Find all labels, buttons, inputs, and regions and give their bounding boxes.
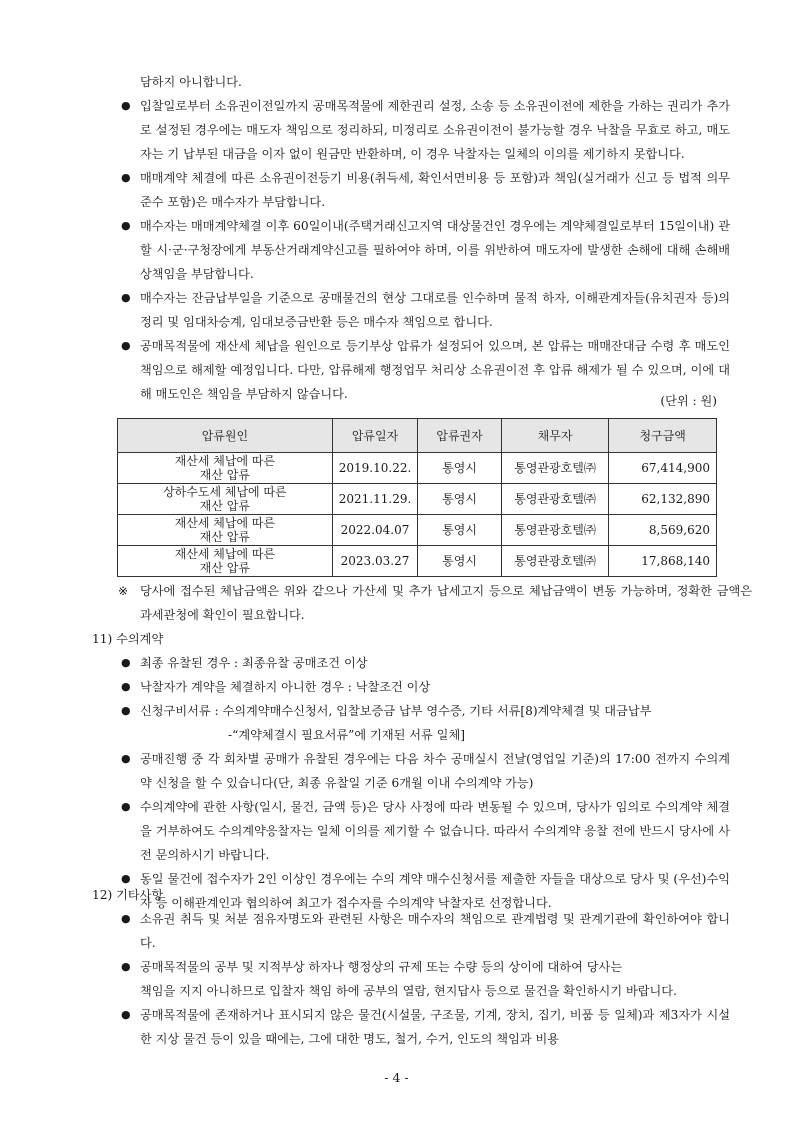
- bullet-icon: ●: [121, 960, 131, 973]
- header-holder: 압류권자: [418, 419, 502, 453]
- cell-debtor: 통영관광호텔㈜: [501, 484, 608, 515]
- bullet-icon: ●: [121, 872, 131, 885]
- list-item: ● 공매목적물에 재산세 체납을 원인으로 등기부상 압류가 설정되어 있으며, 본 압류는 매매잔대금 수령 후 매도인 책임으로 해제할 예정입니다. 다만, 압류해제 행정업무 처리상 소유권이전 후 압류 해제가 될 수 있으며, 이에 대해 매도인은 책임을 부담하지 않습니다.: [118, 334, 730, 406]
- bullet-icon: ●: [121, 752, 131, 765]
- bullet-icon: ●: [121, 656, 131, 669]
- cell-debtor: 통영관광호텔㈜: [501, 546, 608, 577]
- list-item: ● 신청구비서류 : 수의계약매수신청서, 입찰보증금 납부 영수증, 기타 서류[8)계약체결 및 대금납부 -“계약체결시 필요서류”에 기재된 서류 일체]: [118, 699, 730, 747]
- list-item: ● 매매계약 체결에 따른 소유권이전등기 비용(취득세, 확인서면비용 등 포함)과 책임(실거래가 신고 등 법적 의무 준수 포함)은 매수자가 부담합니다.: [118, 166, 730, 214]
- list-item: ● 공매목적물에 존재하거나 표시되지 않은 물건(시설물, 구조물, 기계, 장치, 집기, 비품 등 일체)과 제3자가 시설한 지상 물건 등이 있을 때에는, 그에 대한 명도, 철거, 수거, 인도의 책임과 비용: [118, 1003, 730, 1051]
- list-item: ● 수의계약에 관한 사항(일시, 물건, 금액 등)은 당사 사정에 따라 변동될 수 있으며, 당사가 임의로 수의계약 체결을 거부하여도 수의계약응찰자는 일체 이의를 제기할 수 없습니다. 따라서 수의계약 응찰 전에 반드시 당사에 사전 문의하시기 바랍니다.: [118, 795, 730, 867]
- section-title-other-matters: 12) 기타사항: [92, 888, 164, 902]
- cell-holder: 통영시: [418, 453, 502, 484]
- cell-amount: 62,132,890: [609, 484, 717, 515]
- cell-date: 2022.04.07: [332, 515, 418, 546]
- bullet-icon: ●: [121, 219, 131, 232]
- bullet-icon: ●: [121, 171, 131, 184]
- list-item: ● 소유권 취득 및 처분 점유자명도와 관련된 사항은 매수자의 책임으로 관계법령 및 관계기관에 확인하여야 합니다.: [118, 907, 730, 955]
- list-item: ● 공매진행 중 각 회차별 공매가 유찰된 경우에는 다음 차수 공매실시 전날(영업일 기준)의 17:00 전까지 수의계약 신청을 할 수 있습니다(단, 최종 유찰일 기준 6개월 이내 수의계약 가능): [118, 747, 730, 795]
- cell-holder: 통영시: [418, 546, 502, 577]
- table-row: [118, 453, 717, 484]
- header-amount: 청구금액: [609, 419, 717, 453]
- header-cause: 압류원인: [118, 419, 333, 453]
- cell-cause: 재산세 체납에 따른 재산 압류: [118, 546, 333, 577]
- list-item: ● 낙찰자가 계약을 체결하지 아니한 경우 : 낙찰조건 이상: [118, 675, 730, 699]
- cell-holder: 통영시: [418, 484, 502, 515]
- private-contract-list: [118, 651, 730, 915]
- bullet-icon: ●: [121, 339, 131, 352]
- list-item: ● 동일 물건에 접수자가 2인 이상인 경우에는 수의 계약 매수신청서를 제출한 자들을 대상으로 당사 및 (우선)수익자 등 이해관계인과 협의하여 최고가 접수자를 수의계약 낙찰자로 선정합니다.: [118, 867, 730, 915]
- header-debtor: 채무자: [501, 419, 608, 453]
- cell-amount: 67,414,900: [609, 453, 717, 484]
- cell-holder: 통영시: [418, 515, 502, 546]
- cell-cause: 재산세 체납에 따른 재산 압류: [118, 515, 333, 546]
- other-matters-list: [118, 907, 730, 1051]
- cell-amount: 8,569,620: [609, 515, 717, 546]
- seizure-table: [117, 418, 717, 577]
- page-number: - 4 -: [384, 1070, 409, 1085]
- cell-date: 2021.11.29.: [332, 484, 418, 515]
- bullet-icon: ●: [121, 99, 131, 112]
- table-header-row: [118, 419, 717, 453]
- cell-debtor: 통영관광호텔㈜: [501, 453, 608, 484]
- cell-cause: 상하수도세 체납에 따른 재산 압류: [118, 484, 333, 515]
- list-item: ● 매수자는 잔금납부일을 기준으로 공매물건의 현상 그대로를 인수하며 물적 하자, 이해관계자들(유치권자 등)의 정리 및 임대차승계, 임대보증금반환 등은 매수자 책임으로 합니다.: [118, 286, 730, 334]
- bullet-icon: ●: [121, 291, 131, 304]
- cell-cause: 재산세 체납에 따른 재산 압류: [118, 453, 333, 484]
- conditions-list: [118, 94, 730, 406]
- section-title-private-contract: 11) 수의계약: [92, 632, 164, 646]
- list-item: ● 매수자는 매매계약체결 이후 60일이내(주택거래신고지역 대상물건인 경우에는 계약체결일로부터 15일이내) 관할 시·군·구청장에게 부동산거래계약신고를 필하여야 하며, 이를 위반하여 매도자에 발생한 손해에 대해 손해배상책임을 부담합니다.: [118, 214, 730, 286]
- bullet-icon: ●: [121, 1008, 131, 1021]
- unit-label: (단위 : 원): [660, 394, 717, 408]
- note-mark: ※: [118, 584, 129, 598]
- list-item: ● 공매목적물의 공부 및 지적부상 하자나 행정상의 규제 또는 수량 등의 상이에 대하여 당사는 책임을 지지 아니하므로 입찰자 책임 하에 공부의 열람, 현지답사 등으로 물건을 확인하시기 바랍니다.: [118, 955, 730, 1003]
- header-date: 압류일자: [332, 419, 418, 453]
- table-row: [118, 484, 717, 515]
- bullet-icon: ●: [121, 704, 131, 717]
- bullet-icon: ●: [121, 912, 131, 925]
- bullet-icon: ●: [121, 800, 131, 813]
- cell-debtor: 통영관광호텔㈜: [501, 515, 608, 546]
- table-row: [118, 546, 717, 577]
- bullet-icon: ●: [121, 680, 131, 693]
- list-item: ● 입찰일로부터 소유권이전일까지 공매목적물에 제한권리 설정, 소송 등 소유권이전에 제한을 가하는 권리가 추가로 설정된 경우에는 매도자 책임으로 정리하되, 미정리로 소유권이전이 불가능할 경우 낙찰을 무효로 하고, 매도자는 기 납부된 대금을 이자 없이 원금만 반환하며, 이 경우 낙찰자는 일체의 이의를 제기하지 못합니다.: [118, 94, 730, 166]
- cell-date: 2019.10.22.: [332, 453, 418, 484]
- table-note: ※ 당사에 접수된 체납금액은 위와 같으나 가산세 및 추가 납세고지 등으로 체납금액이 변동 가능하며, 정확한 금액은 과세관청에 확인이 필요합니다.: [118, 579, 752, 627]
- cell-amount: 17,868,140: [609, 546, 717, 577]
- cell-date: 2023.03.27: [332, 546, 418, 577]
- continuation-text: 담하지 아니합니다.: [140, 75, 242, 89]
- table-row: [118, 515, 717, 546]
- list-item: ● 최종 유찰된 경우 : 최종유찰 공매조건 이상: [118, 651, 730, 675]
